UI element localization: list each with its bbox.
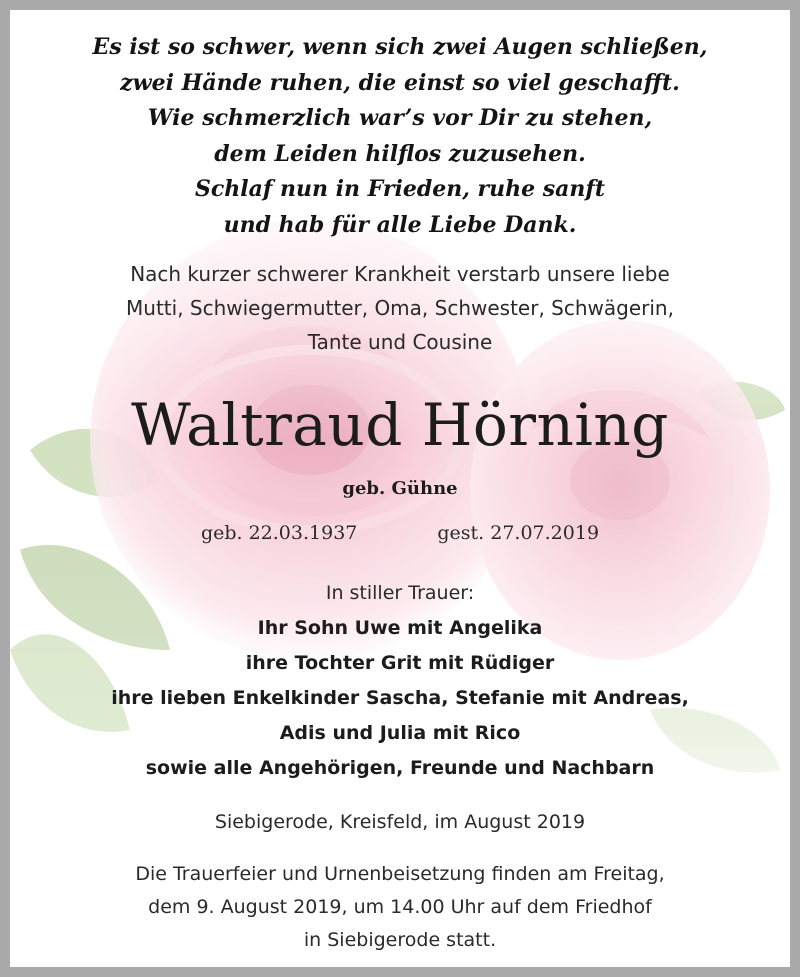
funeral-line: in Siebigerode statt. [303, 929, 497, 951]
poem-line: Wie schmerzlich war’s vor Dir zu stehen, [147, 105, 653, 131]
poem-line: zwei Hände ruhen, die einst so viel geschafft. [120, 69, 680, 96]
place-and-date: Siebigerode, Kreisfeld, im August 2019 [214, 811, 586, 833]
funeral-line: Die Trauerfeier und Urnenbeisetzung finden am Freitag, [135, 863, 665, 885]
mourner-line: ihre lieben Enkelkinder Sascha, Stefanie mit Andreas, [111, 687, 689, 709]
mourner-line: ihre Tochter Grit mit Rüdiger [245, 652, 555, 674]
intro-line: Tante und Cousine [307, 330, 493, 354]
intro-line: Nach kurzer schwerer Krankheit verstarb unsere liebe [130, 262, 670, 286]
life-dates [10, 518, 790, 548]
poem [10, 30, 790, 243]
mourner-line: sowie alle Angehörigen, Freunde und Nachbarn [145, 757, 655, 779]
poem-line: und hab für alle Liebe Dank. [223, 211, 577, 238]
birth-name: geb. Gühne [342, 478, 458, 499]
poem-line: dem Leiden hilflos zuzusehen. [214, 140, 586, 167]
intro-text [10, 257, 790, 359]
mourners-list [10, 611, 790, 786]
poem-line: Es ist so schwer, wenn sich zwei Augen schließen, [92, 34, 708, 60]
birth-date: geb. 22.03.1937 [200, 522, 358, 544]
funeral-info [10, 858, 790, 957]
death-date: gest. 27.07.2019 [437, 522, 600, 544]
poem-line: Schlaf nun in Frieden, ruhe sanft [194, 176, 606, 202]
mourner-line: Ihr Sohn Uwe mit Angelika [257, 617, 543, 639]
funeral-line: dem 9. August 2019, um 14.00 Uhr auf dem Friedhof [148, 896, 652, 918]
mourning-heading: In stiller Trauer: [325, 582, 475, 604]
intro-line: Mutti, Schwiegermutter, Oma, Schwester, Schwägerin, [126, 296, 674, 320]
deceased-name: Waltraud Hörning [131, 391, 669, 459]
mourner-line: Adis und Julia mit Rico [279, 722, 521, 744]
